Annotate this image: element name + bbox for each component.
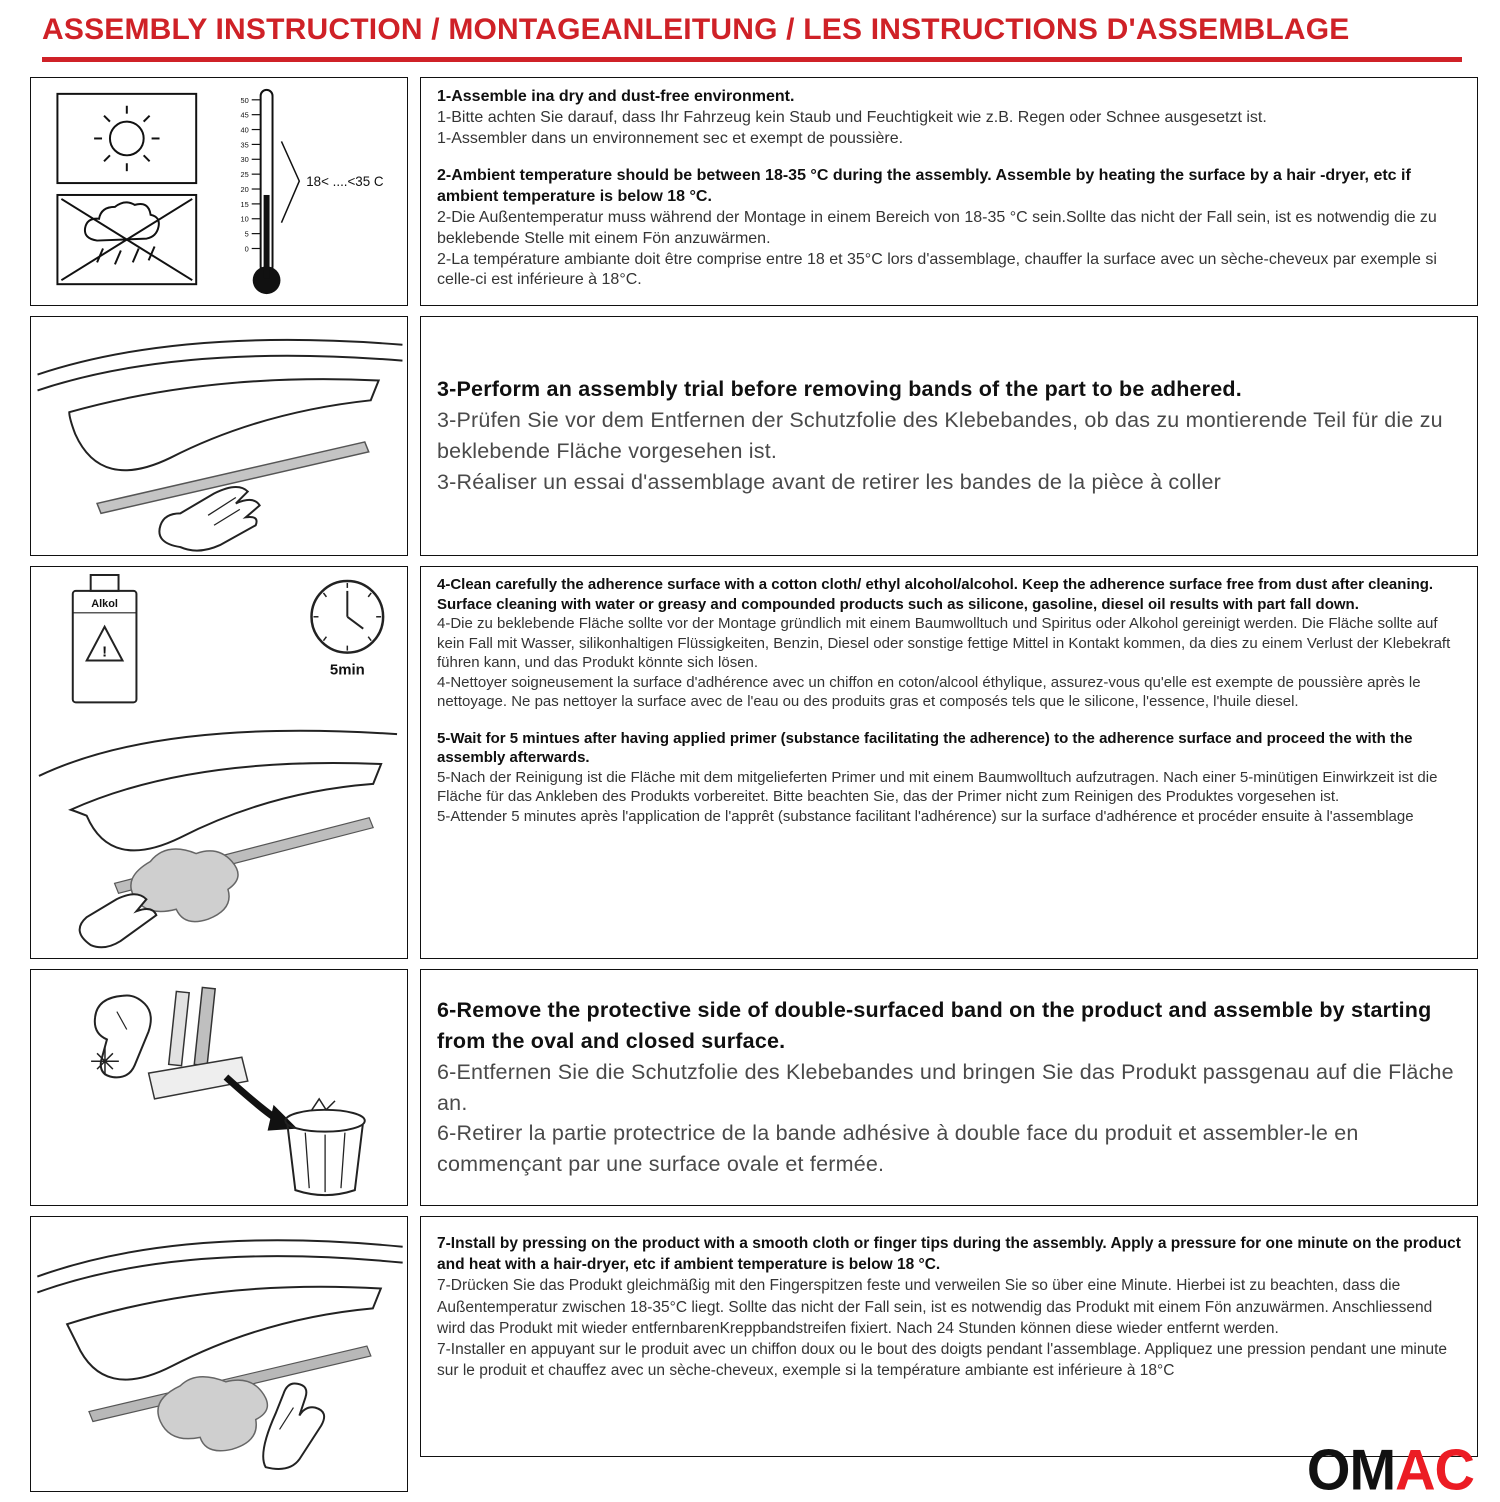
step-7-de: 7-Drücken Sie das Produkt gleichmäßig mit den Fingerspitzen feste und verweilen Sie so über eine Minute. Hierbei ist zu beachten, dass die Außentemperatur zwischen 18-35°C liegt. Sollte das nicht der Fall sein, ist es notwendig das Produkt mit einem Fön anzuwärmen. Anschliessend wird das Produkt mit wieder entfernbarenKreppbandstreifen fixiert. Nach 24 Stunden können diese wieder entfernt werden. (437, 1277, 1433, 1337)
step-6-en: 6-Remove the protective side of double-surfaced band on the product and assemble by starting from the oval and closed surface. (437, 997, 1432, 1053)
step-2-de: 2-Die Außentemperatur muss während der Montage in einem Bereich von 18-35 °C sein.Sollte das nicht der Fall sein, ist es notwendig die zu beklebende Stelle mit einem Fön anzuwärmen. (437, 208, 1437, 247)
figure-environment-temperature (30, 77, 408, 306)
figure-remove-protective-band (30, 969, 408, 1206)
step-2-fr: 2-La température ambiante doit être comprise entre 18 et 35°C lors d'assemblage, chauffer la surface avec un sèche-cheveux par exemple si celle-ci est inférieure à 18°C. (437, 250, 1437, 289)
environment-temperature-illustration (31, 78, 407, 305)
tick-label: 10 (240, 214, 249, 224)
temp-range-text: 18< ....<35 C (306, 174, 384, 190)
figure-assembly-trial (30, 316, 408, 556)
step-3-de: 3-Prüfen Sie vor dem Entfernen der Schutzfolie des Klebebandes, ob das zu montierende Teil für die zu beklebende Fläche vorgesehen ist. (437, 408, 1443, 463)
tick-label: 45 (240, 110, 249, 120)
tick-label: 25 (240, 170, 249, 180)
wait-time-label: 5min (329, 661, 365, 679)
step-7-fr: 7-Installer en appuyant sur le produit avec un chiffon doux ou le bout des doigts pendant l'assemblage. Appliquez une pression pendant une minute sur le produit et chauffez avec un sèche-cheveux, exemple si la température ambiante est inférieure à 18°C (437, 1341, 1448, 1380)
tick-label: 40 (240, 125, 249, 135)
figure-clean-surface (30, 566, 408, 959)
instructions-step-7 (420, 1216, 1478, 1457)
instructions-step-6 (420, 969, 1478, 1206)
step-2-en: 2-Ambient temperature should be between 18-35 °C during the assembly. Assemble by heating the surface by a hair -dryer, etc if ambient temperature is below 18 °C. (437, 167, 1411, 206)
page-title: ASSEMBLY INSTRUCTION / MONTAGEANLEITUNG / LES INSTRUCTIONS D'ASSEMBLAGE (42, 13, 1350, 46)
window-trim-illustration (31, 317, 407, 555)
temperature-range-label (281, 141, 383, 222)
step-6-de: 6-Entfernen Sie die Schutzfolie des Klebebandes und bringen Sie das Produkt passgenau auf die Fläche an. (437, 1059, 1454, 1115)
tick-label: 0 (244, 244, 249, 254)
step-4-de: 4-Die zu beklebende Fläche sollte vor der Montage gründlich mit einem Baumwolltuch und Spiritus oder Alkohol gereinigt werden. Die Fläche sollte auf kein Fall mit Wasser, silikonhaltigen Flüssigkeiten, Benzin, Diesel oder sonstige fettige Mittel in Kontakt kommen, da dies zu einem Verlust der Klebekraft führen kann, und das Produkt könnte sich lösen. (437, 615, 1451, 671)
thermometer-icon (240, 90, 280, 294)
trash-can-icon (285, 1099, 364, 1195)
tick-label: 50 (240, 95, 249, 105)
tick-label: 30 (240, 155, 249, 165)
cleaning-illustration (31, 567, 407, 958)
warning-mark: ! (102, 643, 108, 661)
tick-label: 5 (244, 229, 249, 239)
step-5-en: 5-Wait for 5 mintues after having applied primer (substance facilitating the adherence) to the adherence surface and proceed the with the assembly afterwards. (437, 729, 1413, 766)
step-1-de: 1-Bitte achten Sie darauf, dass Ihr Fahrzeug kein Staub und Feuchtigkeit wie z.B. Regen oder Schnee ausgesetzt ist. (437, 108, 1267, 126)
tick-label: 35 (240, 140, 249, 150)
sparkle-icon (91, 1047, 119, 1075)
step-6-fr: 6-Retirer la partie protectrice de la bande adhésive à double face du produit et assembler-le en commençant par une surface ovale et fermée. (437, 1121, 1359, 1177)
step-4-fr: 4-Nettoyer soigneusement la surface d'adhérence avec un chiffon en coton/alcool éthylique, assurez-vous qu'elle est exempte de poussière après le nettoyage. Ne pas nettoyer la surface avec de l'eau ou des produits gras et composés tels que le silicone, l'essence, l'huile diesel. (437, 673, 1421, 710)
step-3-fr: 3-Réaliser un essai d'assemblage avant de retirer les bandes de la pièce à coller (437, 469, 1221, 494)
step-1-en: 1-Assemble ina dry and dust-free environment. (437, 88, 795, 105)
hand-icon (263, 1383, 324, 1468)
figure-press-product (30, 1216, 408, 1492)
tick-label: 20 (240, 184, 249, 194)
tick-label: 15 (240, 199, 249, 209)
pressing-cloth (158, 1377, 267, 1451)
step-4-en: 4-Clean carefully the adherence surface with a cotton cloth/ ethyl alcohol/alcohol. Keep the adherence surface free from dust after cleaning. Surface cleaning with water or greasy and compounded products such as silicone, gasoline, diesel oil results with part fall down. (437, 576, 1434, 613)
instructions-step-4-5 (420, 566, 1478, 959)
instructions-step-3 (420, 316, 1478, 556)
omac-logo-red: AC (1395, 1437, 1474, 1502)
pressing-illustration (31, 1217, 407, 1491)
step-1-fr: 1-Assembler dans un environnement sec et exempt de poussière. (437, 129, 904, 147)
step-5-de: 5-Nach der Reinigung ist die Fläche mit dem mitgelieferten Primer und mit einem Baumwolltuch aufzutragen. Nach einer 5-minütigen Einwirkzeit ist die Fläche für das Ankleben des Produkts vorbereitet. Bitte beachten Sie, das der Primer nicht zum Reinigen des Produktes vorgesehen ist. (437, 768, 1438, 805)
omac-logo (1306, 1437, 1474, 1502)
instructions-step-1-2 (420, 77, 1478, 306)
title-underline (42, 57, 1462, 62)
hand-icon (80, 894, 157, 947)
step-7-en: 7-Install by pressing on the product with a smooth cloth or finger tips during the assembly. Apply a pressure for one minute on the product and heat with a hair-dryer, etc if ambient temperature is below 18 °C. (437, 1235, 1461, 1274)
sun-icon (94, 106, 159, 171)
omac-logo-black: OM (1306, 1437, 1396, 1502)
tape-removal-illustration (31, 970, 407, 1205)
step-5-fr: 5-Attender 5 minutes après l'application de l'apprêt (substance facilitant l'adhérence) sur la surface d'adhérence et procéder ensuite à l'assemblage (437, 807, 1414, 825)
no-rain-icon (61, 199, 192, 280)
step-3-en: 3-Perform an assembly trial before removing bands of the part to be adhered. (437, 377, 1242, 402)
alcohol-bottle-icon (73, 575, 137, 702)
alcohol-label: Alkol (91, 597, 118, 610)
hand-icon (95, 995, 151, 1077)
clock-icon (312, 581, 384, 653)
